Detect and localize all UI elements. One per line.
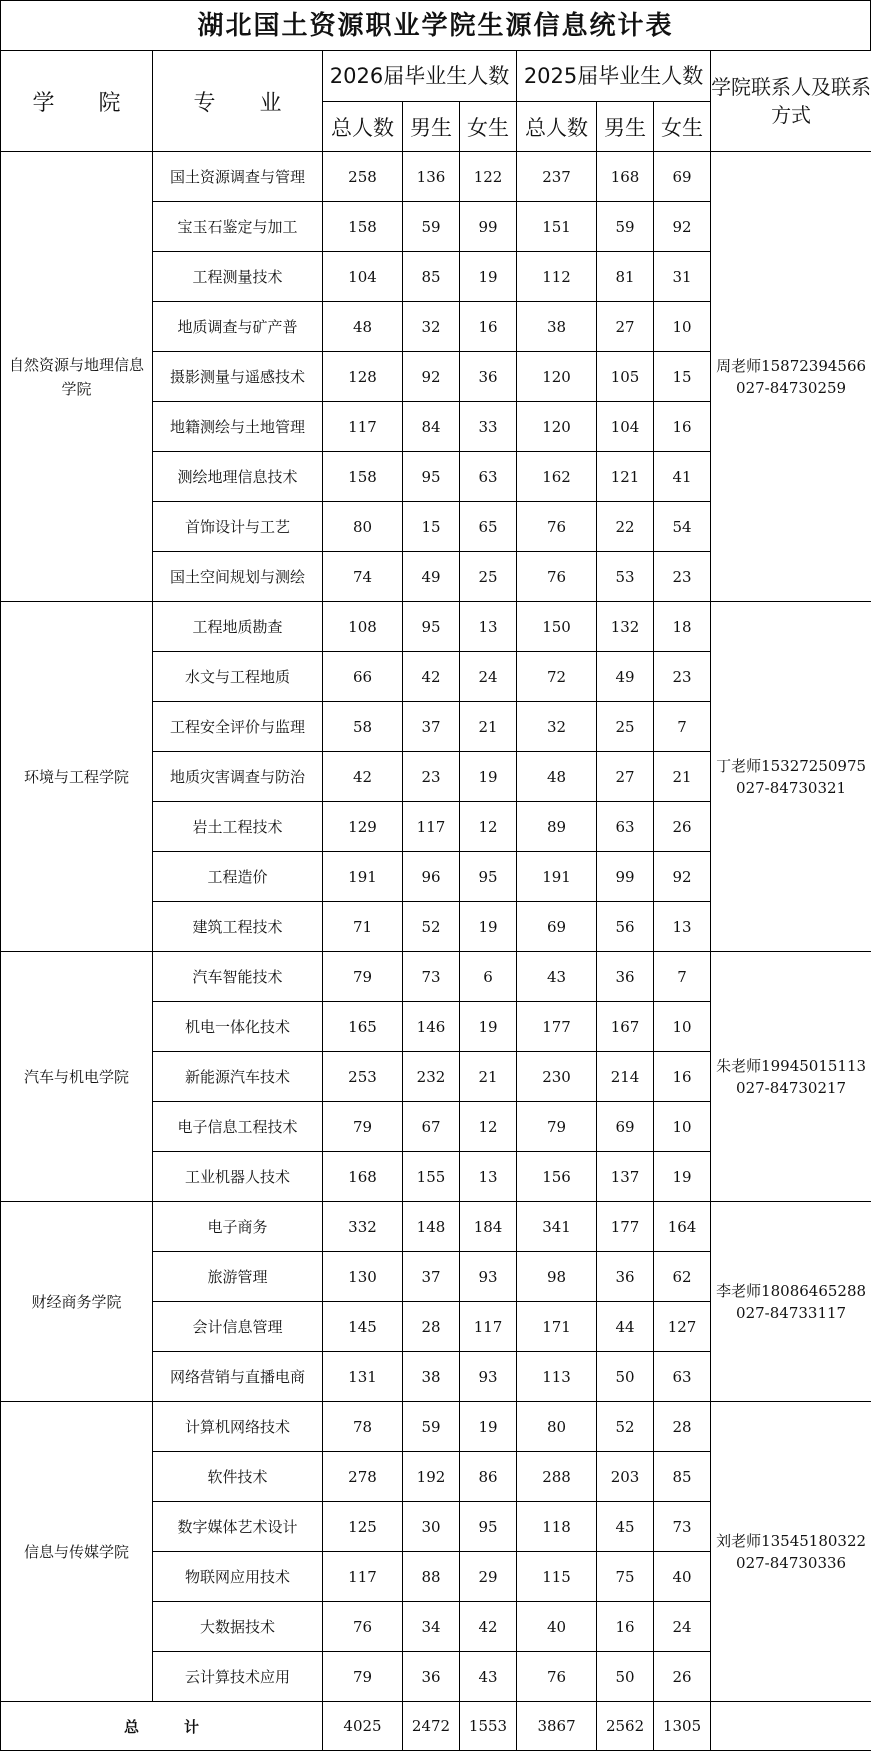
college-name: 汽车与机电学院 <box>1 952 153 1202</box>
major-name: 新能源汽车技术 <box>153 1052 323 1102</box>
cell-male-2025: 121 <box>597 452 654 502</box>
cell-total-2025: 288 <box>517 1452 597 1502</box>
header-female-2025: 女生 <box>654 102 711 152</box>
cell-total-2025: 162 <box>517 452 597 502</box>
cell-female-2025: 16 <box>654 402 711 452</box>
cell-female-2026: 184 <box>460 1202 517 1252</box>
cell-male-2026: 85 <box>403 252 460 302</box>
cell-female-2025: 127 <box>654 1302 711 1352</box>
table-row <box>1 1202 871 1252</box>
cell-total-2026: 58 <box>323 702 403 752</box>
cell-male-2026: 42 <box>403 652 460 702</box>
cell-female-2025: 13 <box>654 902 711 952</box>
cell-total-2025: 113 <box>517 1352 597 1402</box>
major-name: 大数据技术 <box>153 1602 323 1652</box>
cell-female-2026: 24 <box>460 652 517 702</box>
cell-male-2026: 37 <box>403 1252 460 1302</box>
cell-female-2026: 93 <box>460 1352 517 1402</box>
cell-male-2026: 67 <box>403 1102 460 1152</box>
cell-male-2026: 38 <box>403 1352 460 1402</box>
major-name: 电子信息工程技术 <box>153 1102 323 1152</box>
cell-male-2025: 56 <box>597 902 654 952</box>
cell-female-2026: 42 <box>460 1602 517 1652</box>
cell-male-2026: 30 <box>403 1502 460 1552</box>
major-name: 摄影测量与遥感技术 <box>153 352 323 402</box>
cell-female-2026: 65 <box>460 502 517 552</box>
cell-total-2026: 117 <box>323 402 403 452</box>
contact-name: 刘老师13545180322 <box>716 1531 867 1550</box>
cell-male-2025: 36 <box>597 952 654 1002</box>
cell-female-2025: 23 <box>654 652 711 702</box>
cell-male-2025: 99 <box>597 852 654 902</box>
major-name: 地籍测绘与土地管理 <box>153 402 323 452</box>
cell-total-2026: 42 <box>323 752 403 802</box>
cell-female-2026: 19 <box>460 1002 517 1052</box>
college-name: 自然资源与地理信息学院 <box>1 152 153 602</box>
cell-female-2025: 62 <box>654 1252 711 1302</box>
cell-total-2025: 98 <box>517 1252 597 1302</box>
cell-total-2026: 79 <box>323 952 403 1002</box>
cell-female-2026: 16 <box>460 302 517 352</box>
cell-female-2026: 25 <box>460 552 517 602</box>
cell-female-2026: 117 <box>460 1302 517 1352</box>
cell-male-2025: 168 <box>597 152 654 202</box>
cell-female-2026: 122 <box>460 152 517 202</box>
total-contact-empty <box>711 1702 871 1751</box>
major-name: 宝玉石鉴定与加工 <box>153 202 323 252</box>
cell-female-2026: 12 <box>460 1102 517 1152</box>
total-2026-female: 1553 <box>460 1702 517 1751</box>
cell-total-2025: 115 <box>517 1552 597 1602</box>
cell-female-2026: 36 <box>460 352 517 402</box>
cell-total-2026: 332 <box>323 1202 403 1252</box>
cell-female-2025: 21 <box>654 752 711 802</box>
cell-total-2025: 43 <box>517 952 597 1002</box>
cell-female-2025: 7 <box>654 952 711 1002</box>
cell-male-2025: 59 <box>597 202 654 252</box>
cell-male-2025: 69 <box>597 1102 654 1152</box>
cell-male-2025: 167 <box>597 1002 654 1052</box>
total-row <box>1 1702 871 1751</box>
cell-total-2025: 79 <box>517 1102 597 1152</box>
cell-female-2026: 99 <box>460 202 517 252</box>
cell-female-2025: 63 <box>654 1352 711 1402</box>
cell-total-2026: 74 <box>323 552 403 602</box>
cell-female-2026: 19 <box>460 752 517 802</box>
major-name: 地质调查与矿产普 <box>153 302 323 352</box>
contact-name: 丁老师15327250975 <box>716 756 867 775</box>
cell-male-2025: 50 <box>597 1652 654 1702</box>
cell-female-2025: 26 <box>654 802 711 852</box>
cell-total-2026: 66 <box>323 652 403 702</box>
header-male-2026: 男生 <box>403 102 460 152</box>
cell-male-2025: 27 <box>597 302 654 352</box>
major-name: 测绘地理信息技术 <box>153 452 323 502</box>
major-name: 工程安全评价与监理 <box>153 702 323 752</box>
cell-total-2025: 118 <box>517 1502 597 1552</box>
cell-female-2026: 12 <box>460 802 517 852</box>
cell-total-2025: 32 <box>517 702 597 752</box>
cell-female-2026: 95 <box>460 852 517 902</box>
cell-total-2026: 158 <box>323 452 403 502</box>
cell-total-2026: 253 <box>323 1052 403 1102</box>
contact-phone: 027-84730321 <box>736 778 847 797</box>
cell-total-2026: 79 <box>323 1652 403 1702</box>
cell-female-2025: 10 <box>654 1102 711 1152</box>
cell-total-2026: 129 <box>323 802 403 852</box>
contact-name: 周老师15872394566 <box>716 356 867 375</box>
cell-male-2026: 34 <box>403 1602 460 1652</box>
cell-male-2025: 137 <box>597 1152 654 1202</box>
cell-male-2025: 45 <box>597 1502 654 1552</box>
cell-male-2026: 192 <box>403 1452 460 1502</box>
page-title: 湖北国土资源职业学院生源信息统计表 <box>0 0 871 50</box>
major-name: 机电一体化技术 <box>153 1002 323 1052</box>
cell-total-2025: 177 <box>517 1002 597 1052</box>
major-name: 网络营销与直播电商 <box>153 1352 323 1402</box>
cell-total-2026: 78 <box>323 1402 403 1452</box>
cell-male-2025: 44 <box>597 1302 654 1352</box>
cell-total-2025: 80 <box>517 1402 597 1452</box>
cell-male-2025: 53 <box>597 552 654 602</box>
cell-female-2025: 10 <box>654 1002 711 1052</box>
cell-female-2026: 19 <box>460 1402 517 1452</box>
total-label: 总 计 <box>1 1702 323 1751</box>
major-name: 物联网应用技术 <box>153 1552 323 1602</box>
cell-male-2025: 63 <box>597 802 654 852</box>
major-name: 工业机器人技术 <box>153 1152 323 1202</box>
cell-male-2025: 177 <box>597 1202 654 1252</box>
cell-female-2025: 41 <box>654 452 711 502</box>
cell-female-2026: 29 <box>460 1552 517 1602</box>
header-total-2025: 总人数 <box>517 102 597 152</box>
cell-female-2025: 85 <box>654 1452 711 1502</box>
college-name: 环境与工程学院 <box>1 602 153 952</box>
cell-male-2026: 73 <box>403 952 460 1002</box>
college-contact <box>711 602 871 952</box>
cell-male-2026: 232 <box>403 1052 460 1102</box>
cell-male-2026: 49 <box>403 552 460 602</box>
cell-male-2026: 15 <box>403 502 460 552</box>
cell-total-2025: 171 <box>517 1302 597 1352</box>
cell-total-2025: 120 <box>517 402 597 452</box>
cell-female-2026: 13 <box>460 1152 517 1202</box>
cell-female-2026: 63 <box>460 452 517 502</box>
cell-total-2025: 76 <box>517 552 597 602</box>
cell-total-2026: 104 <box>323 252 403 302</box>
table-row <box>1 952 871 1002</box>
contact-name: 李老师18086465288 <box>716 1281 867 1300</box>
cell-total-2026: 258 <box>323 152 403 202</box>
cell-male-2025: 105 <box>597 352 654 402</box>
major-name: 旅游管理 <box>153 1252 323 1302</box>
cell-total-2025: 76 <box>517 502 597 552</box>
cell-female-2025: 19 <box>654 1152 711 1202</box>
major-name: 汽车智能技术 <box>153 952 323 1002</box>
cell-total-2025: 230 <box>517 1052 597 1102</box>
cell-male-2025: 27 <box>597 752 654 802</box>
major-name: 岩土工程技术 <box>153 802 323 852</box>
major-name: 电子商务 <box>153 1202 323 1252</box>
cell-total-2025: 237 <box>517 152 597 202</box>
cell-male-2026: 23 <box>403 752 460 802</box>
cell-female-2025: 26 <box>654 1652 711 1702</box>
cell-male-2025: 203 <box>597 1452 654 1502</box>
cell-total-2025: 89 <box>517 802 597 852</box>
cell-female-2025: 16 <box>654 1052 711 1102</box>
cell-female-2025: 92 <box>654 852 711 902</box>
cell-female-2025: 54 <box>654 502 711 552</box>
statistics-table <box>0 50 871 1751</box>
major-name: 软件技术 <box>153 1452 323 1502</box>
cell-female-2026: 86 <box>460 1452 517 1502</box>
major-name: 地质灾害调查与防治 <box>153 752 323 802</box>
cell-female-2026: 21 <box>460 702 517 752</box>
cell-male-2025: 25 <box>597 702 654 752</box>
cell-male-2026: 155 <box>403 1152 460 1202</box>
total-2025-all: 3867 <box>517 1702 597 1751</box>
cell-female-2026: 6 <box>460 952 517 1002</box>
cell-total-2026: 165 <box>323 1002 403 1052</box>
cell-male-2025: 132 <box>597 602 654 652</box>
cell-total-2026: 79 <box>323 1102 403 1152</box>
cell-total-2025: 150 <box>517 602 597 652</box>
header-male-2025: 男生 <box>597 102 654 152</box>
cell-male-2026: 52 <box>403 902 460 952</box>
cell-total-2026: 80 <box>323 502 403 552</box>
cell-total-2025: 112 <box>517 252 597 302</box>
cell-female-2025: 28 <box>654 1402 711 1452</box>
cell-male-2026: 95 <box>403 602 460 652</box>
cell-total-2026: 108 <box>323 602 403 652</box>
cell-total-2025: 191 <box>517 852 597 902</box>
table-row <box>1 152 871 202</box>
total-2026-all: 4025 <box>323 1702 403 1751</box>
cell-female-2025: 23 <box>654 552 711 602</box>
cell-male-2026: 146 <box>403 1002 460 1052</box>
cell-female-2025: 7 <box>654 702 711 752</box>
header-2026: 2026届毕业生人数 <box>323 51 517 102</box>
cell-male-2026: 95 <box>403 452 460 502</box>
cell-total-2026: 131 <box>323 1352 403 1402</box>
cell-male-2025: 81 <box>597 252 654 302</box>
cell-female-2025: 18 <box>654 602 711 652</box>
cell-male-2025: 16 <box>597 1602 654 1652</box>
major-name: 水文与工程地质 <box>153 652 323 702</box>
cell-male-2026: 37 <box>403 702 460 752</box>
cell-male-2025: 104 <box>597 402 654 452</box>
cell-female-2025: 31 <box>654 252 711 302</box>
cell-male-2026: 28 <box>403 1302 460 1352</box>
header-college: 学 院 <box>1 51 153 152</box>
cell-total-2026: 125 <box>323 1502 403 1552</box>
cell-male-2026: 32 <box>403 302 460 352</box>
cell-female-2025: 69 <box>654 152 711 202</box>
cell-male-2025: 22 <box>597 502 654 552</box>
cell-male-2026: 59 <box>403 1402 460 1452</box>
major-name: 建筑工程技术 <box>153 902 323 952</box>
cell-female-2025: 15 <box>654 352 711 402</box>
cell-total-2025: 151 <box>517 202 597 252</box>
college-contact <box>711 1402 871 1702</box>
cell-total-2026: 191 <box>323 852 403 902</box>
cell-male-2026: 136 <box>403 152 460 202</box>
college-contact <box>711 1202 871 1402</box>
major-name: 工程造价 <box>153 852 323 902</box>
cell-male-2025: 50 <box>597 1352 654 1402</box>
cell-female-2025: 10 <box>654 302 711 352</box>
table-body <box>1 152 871 1702</box>
major-name: 工程测量技术 <box>153 252 323 302</box>
cell-total-2026: 158 <box>323 202 403 252</box>
cell-female-2026: 21 <box>460 1052 517 1102</box>
cell-male-2026: 36 <box>403 1652 460 1702</box>
cell-male-2026: 84 <box>403 402 460 452</box>
cell-total-2025: 38 <box>517 302 597 352</box>
major-name: 会计信息管理 <box>153 1302 323 1352</box>
contact-phone: 027-84730259 <box>736 378 847 397</box>
header-contact: 学院联系人及联系方式 <box>711 51 871 152</box>
cell-total-2025: 69 <box>517 902 597 952</box>
cell-total-2026: 117 <box>323 1552 403 1602</box>
cell-female-2026: 95 <box>460 1502 517 1552</box>
cell-female-2026: 13 <box>460 602 517 652</box>
contact-phone: 027-84733117 <box>736 1303 847 1322</box>
college-contact <box>711 152 871 602</box>
cell-total-2026: 130 <box>323 1252 403 1302</box>
table-row <box>1 1402 871 1452</box>
contact-phone: 027-84730217 <box>736 1078 847 1097</box>
cell-male-2026: 96 <box>403 852 460 902</box>
cell-male-2025: 36 <box>597 1252 654 1302</box>
total-2025-female: 1305 <box>654 1702 711 1751</box>
major-name: 国土资源调查与管理 <box>153 152 323 202</box>
cell-female-2025: 92 <box>654 202 711 252</box>
header-total-2026: 总人数 <box>323 102 403 152</box>
cell-total-2026: 145 <box>323 1302 403 1352</box>
major-name: 云计算技术应用 <box>153 1652 323 1702</box>
cell-male-2026: 117 <box>403 802 460 852</box>
cell-male-2025: 52 <box>597 1402 654 1452</box>
college-contact <box>711 952 871 1202</box>
cell-male-2026: 148 <box>403 1202 460 1252</box>
cell-female-2026: 19 <box>460 252 517 302</box>
cell-female-2025: 73 <box>654 1502 711 1552</box>
cell-male-2026: 92 <box>403 352 460 402</box>
cell-total-2026: 48 <box>323 302 403 352</box>
header-2025: 2025届毕业生人数 <box>517 51 711 102</box>
cell-total-2025: 40 <box>517 1602 597 1652</box>
cell-female-2025: 40 <box>654 1552 711 1602</box>
cell-female-2026: 19 <box>460 902 517 952</box>
major-name: 国土空间规划与测绘 <box>153 552 323 602</box>
major-name: 工程地质勘查 <box>153 602 323 652</box>
cell-female-2025: 24 <box>654 1602 711 1652</box>
cell-male-2026: 59 <box>403 202 460 252</box>
cell-total-2026: 71 <box>323 902 403 952</box>
table-row <box>1 602 871 652</box>
header-major: 专 业 <box>153 51 323 152</box>
major-name: 首饰设计与工艺 <box>153 502 323 552</box>
cell-total-2025: 120 <box>517 352 597 402</box>
cell-total-2026: 76 <box>323 1602 403 1652</box>
major-name: 计算机网络技术 <box>153 1402 323 1452</box>
cell-male-2026: 88 <box>403 1552 460 1602</box>
cell-female-2025: 164 <box>654 1202 711 1252</box>
cell-female-2026: 33 <box>460 402 517 452</box>
total-2026-male: 2472 <box>403 1702 460 1751</box>
cell-male-2025: 75 <box>597 1552 654 1602</box>
header-female-2026: 女生 <box>460 102 517 152</box>
cell-female-2026: 93 <box>460 1252 517 1302</box>
contact-phone: 027-84730336 <box>736 1553 847 1572</box>
cell-total-2025: 76 <box>517 1652 597 1702</box>
cell-total-2026: 278 <box>323 1452 403 1502</box>
cell-total-2026: 128 <box>323 352 403 402</box>
cell-total-2026: 168 <box>323 1152 403 1202</box>
cell-male-2025: 49 <box>597 652 654 702</box>
major-name: 数字媒体艺术设计 <box>153 1502 323 1552</box>
cell-total-2025: 72 <box>517 652 597 702</box>
cell-female-2026: 43 <box>460 1652 517 1702</box>
cell-total-2025: 48 <box>517 752 597 802</box>
contact-name: 朱老师19945015113 <box>716 1056 867 1075</box>
college-name: 财经商务学院 <box>1 1202 153 1402</box>
cell-male-2025: 214 <box>597 1052 654 1102</box>
cell-total-2025: 341 <box>517 1202 597 1252</box>
college-name: 信息与传媒学院 <box>1 1402 153 1702</box>
total-2025-male: 2562 <box>597 1702 654 1751</box>
cell-total-2025: 156 <box>517 1152 597 1202</box>
